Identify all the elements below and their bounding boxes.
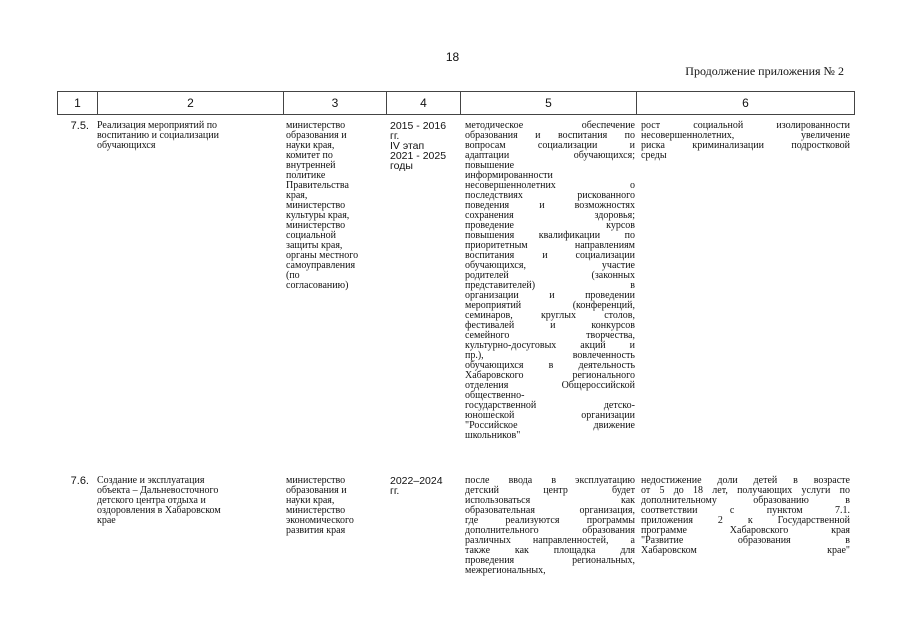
cell-line: поведения и возможностях [465,200,635,211]
cell-line: от 5 до 18 лет, получающих услуги по [641,485,850,496]
cell-line: "Развитие образования в [641,535,850,546]
cell-line: использоваться как [465,495,635,506]
item-number: 7.5. [70,120,89,132]
cell-line: информированности [465,170,553,181]
responsible-executors [286,121,382,291]
cell-line: сохранения здоровья; [465,210,635,221]
cell-line: Хабаровского регионального [465,370,635,381]
cell-line: приложения 2 к Государственной [641,515,850,526]
cell-line: обучающихся [97,140,156,151]
cell-line: министерство [286,505,346,516]
responsible-executors [286,476,382,536]
cell-line: семинаров, круглых столов, [465,310,635,321]
cell-line: IV этап [390,140,425,152]
cell-line: образования и [286,485,347,496]
column-header: 4 [387,92,461,115]
cell-line: семейного творчества, [465,330,635,341]
cell-line: организации и проведении [465,290,635,301]
cell-line: также как площадка для [465,545,635,556]
cell-line: внутренней [286,160,336,171]
cell-line: культурно-досуговых акций и [465,340,635,351]
cell-line: программе Хабаровского края [641,525,850,536]
cell-line: политике [286,170,326,181]
activity-name [97,476,280,526]
cell-line: годы [390,160,413,172]
cell-line: мероприятий (конференций, [465,300,635,311]
non-implementation-consequences [641,121,850,161]
cell-line: социальной [286,230,336,241]
cell-line: различных направленностей, а [465,535,635,546]
cell-line: Создание и эксплуатация [97,475,205,486]
cell-line: недостижение доли детей в возрасте [641,475,850,486]
column-header: 5 [461,92,637,115]
cell-line: министерство [286,220,346,231]
cell-line: проведение курсов [465,220,635,231]
cell-line: воспитания и социализации [465,250,635,261]
cell-line: министерство [286,475,346,486]
cell-line: защиты края, [286,240,343,251]
cell-line: детский центр будет [465,485,635,496]
cell-line: рост социальной изолированности [641,120,850,131]
cell-line: детского центра отдыха и [97,495,206,506]
cell-line: общественно- [465,390,525,401]
cell-line: образовательная организация, [465,505,635,516]
cell-line: министерство [286,120,346,131]
cell-line: 2015 - 2016 [390,120,447,132]
cell-line: последствиях рискованного [465,190,635,201]
column-header: 3 [284,92,387,115]
cell-line: фестивалей и конкурсов [465,320,635,331]
cell-line: развития края [286,525,346,536]
cell-line: родителей (законных [465,270,635,281]
cell-line: 2022–2024 [390,475,443,487]
cell-line: воспитанию и социализации [97,130,219,141]
cell-line: отделения Общероссийской [465,380,635,391]
cell-line: органы местного [286,250,359,261]
cell-line: 2021 - 2025 [390,150,447,162]
cell-line: "Российское движение [465,420,635,431]
cell-line: образования и воспитания по [465,130,635,141]
cell-line: методическое обеспечение [465,120,635,131]
cell-line: повышения квалификации по [465,230,635,241]
cell-line: науки края, [286,140,335,151]
cell-line: среды [641,150,667,161]
activity-name [97,121,280,151]
cell-line: представителей) в [465,280,635,291]
non-implementation-consequences [641,476,850,556]
cell-line: несовершеннолетних о [465,180,635,191]
cell-line: адаптации обучающихся; [465,150,635,161]
cell-line: комитет по [286,150,333,161]
cell-line: проведения региональных, [465,555,635,566]
cell-line: несовершеннолетних, увеличение [641,130,850,141]
cell-line: науки края, [286,495,335,506]
cell-line: межрегиональных, [465,565,546,576]
cell-line: объекта – Дальневосточного [97,485,219,496]
cell-line: Реализация мероприятий по [97,120,218,131]
column-header-table [57,91,855,115]
expected-result [465,476,635,576]
cell-line: Правительства [286,180,349,191]
cell-line: экономического [286,515,354,526]
column-header: 2 [98,92,284,115]
cell-line: юношеской организации [465,410,635,421]
cell-line: школьников" [465,430,521,441]
cell-line: приоритетным направлениям [465,240,635,251]
cell-line: культуры края, [286,210,350,221]
column-header-row [58,92,855,115]
cell-line: после ввода в эксплуатацию [465,475,635,486]
cell-line: дополнительному образованию в [641,495,850,506]
cell-line: где реализуются программы [465,515,635,526]
page-number: 18 [445,50,460,64]
cell-line: образования и [286,130,347,141]
cell-line: края, [286,190,308,201]
implementation-period [390,121,462,171]
cell-line: Хабаровском крае" [641,545,850,556]
cell-line: обучающихся в деятельность [465,360,635,371]
expected-result [465,121,635,441]
cell-line: вопросам социализации и [465,140,635,151]
cell-line: соответствии с пунктом 7.1. [641,505,850,516]
cell-line: государственной детско- [465,400,635,411]
cell-line: обучающихся, участие [465,260,635,271]
column-header: 6 [637,92,855,115]
cell-line: риска криминализации подростковой [641,140,850,151]
cell-line: (по [286,270,300,281]
cell-line: повышение [465,160,515,171]
item-number: 7.6. [70,475,89,487]
implementation-period [390,476,462,496]
column-header: 1 [58,92,98,115]
cell-line: гг. [390,485,400,497]
cell-line: дополнительного образования [465,525,635,536]
cell-line: крае [97,515,116,526]
cell-line: министерство [286,200,346,211]
cell-line: самоуправления [286,260,356,271]
cell-line: согласованию) [286,280,349,291]
appendix-continuation: Продолжение приложения № 2 [685,64,844,78]
cell-line: пр.), вовлеченность [465,350,635,361]
cell-line: оздоровления в Хабаровском [97,505,221,516]
cell-line: гг. [390,130,400,142]
